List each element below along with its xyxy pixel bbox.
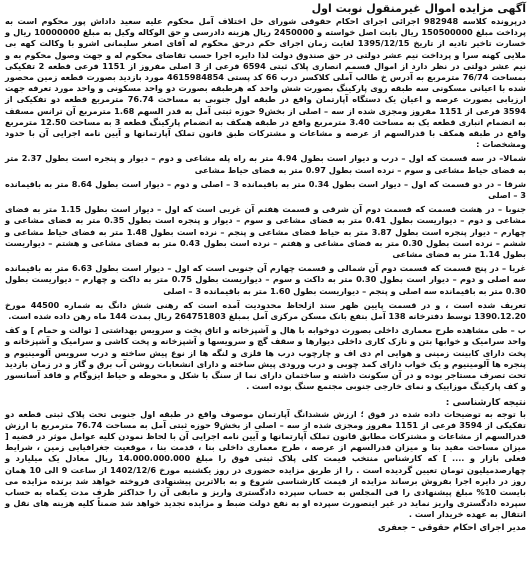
mortgage-paragraph: تعریف شده است ، و در قسمت پایین ظهر سند ازلحاظ محدودیت آمده است که رهنی شش دانگ به شماره 44500 مورخ 1390.12.20 توسط دفترخانه 138 آمل بنفع بانک مسکن مرکزی آمل بمبلغ 264751803 ریال بمدت 144 ماه رهن داده شده است.	[5, 299, 526, 322]
boundary-south: جنوبا – در هشت قسمت که قسمت دوم آن شرقی و قسمت هفتم آن غربی است که اول – دیوار است بطول 1.15 متر به فضای مشاعی و دوم – دیواریست بطول 0.41 متر به فضای مشاعی و سوم – دیوار و پنجره است بطول 0.35 متر به فضای مشاعی و چهارم – دیوار پنجره است بطول 3.87 متر به حیاط فضای مشاعی و پنجم – نرده است بطول 1.48 متر به فضای حیاط مشاعی و ششم – نرده است بطول 0.30 متر به فضای مشاعی و هفتم – نرده است بطول 0.43 متر به فضای مشاعی و هشتم – دیواریست بطول 1.14 متر به فضای مشاعی	[5, 204, 527, 260]
signature-line: مدیر اجرای احکام حقوقی – جعفری	[378, 522, 526, 533]
property-description: ب – طی مشاهده طرح معماری داخلی بصورت دوخوابه با هال و آشپزخانه و اتاق پخت و سرویس بهداشتی [ توالت و حمام ] و کف واحد سرامیک و خوابها بتن و نازک کاری داخلی دیوارها و سقف گچ و سرویسها و آشپزخانه و پخت کاشی و سرامیک و آشپزخانه و پخت دارای کابینت زمینی و هوایی ام دی اف و چارچوب درب ها فلزی و لنگه ها از نوع پیش ساخته و درب سرویس آلومینیوم و پنجره ها آلومینیوم و یک خواب دارای کمد چوبی و درب ورودی پیش ساخته و دارای انشعابات روشن آب برق و گاز و در زمان بازدید تحت تصرف مستاجر بوده و در آن سکونت داشته و ساختمان دارای نما از سنگ با شکل و محوطه و حیاط ایزوگام و فاقد آسانسور و کف پارکینگ موزاییک و نمای خارجی جنوبی مجتمع سنگ بوده است .	[5, 325, 526, 392]
expert-paragraph: با توجه به توضیحات داده شده در فوق ؛ ارزش ششدانگ آپارتمان موصوف واقع در طبقه اول جنوبی تحت پلاک ثبتی قطعه دو تفکیکی از 3594 فرعی از 1151 مفروز ومجزی شده از سه – اصلی از بخش9 حوزه ثبتی آمل به مساحت 76.74 مترمربع با ارزش قدرالسهم از مشاعات و مشترکات مطابق قانون تملک آپارتمانها و آیین نامه اجرایی آن با لحاظ نمودن کلیه عوامل موثر در قضیه [ میزان مساحت مفید بنا و میزان قدرالسهم از عرصه ، طرح معماری داخلی بنا ، قدمت بنا ، موقعیت جغرافیایی زمین ، شرایط فعلی بازار و .... ] که کارشناس منتخب قیمت کلی پلاک ثبتی فوق را مبلغ 14.000.000.000 ریال معادل یک میلیارد و چهارصدمیلیون تومان تعیین گردیده است . را از طریق مزایده حضوری در روز یکشنبه مورخ 1402/12/6 از ساعت 9 الی 10 همان روز در دایره اجرا بفروش برساند مزایده از قیمت کارشناسی شروع و به بالاترین پیشنهادی فروخته خواهد شد برنده مزایده می بایست 10% مبلغ پیشنهادی را فی المجلس به حساب سپرده دادگستری واریز و مابقی آن را حداکثر ظرف مدت یکماه به حساب سپرده دادگستری واریز نماید در غیر اینصورت سپرده او به نفع دولت ضبط و مزایده تجدید خواهد شد ضمناً کلیه هزینه های نقل و انتقال به عهده خریدار است .	[5, 408, 527, 520]
boundary-west: غربا – در پنج قسمت که قسمت دوم آن شمالی و قسمت چهارم آن جنوبی است که اول – دیوار است بطول 6.63 متر به باقیمانده سه اصلی و دوم – دیوار است بطول 0.30 متر به داکت و سوم – دیواریست بطول 0.75 متر به داکت و چهارم – دیواریست بطول 0.30 متر به باقیمانده سه اصلی و پنجم – دیواریست بطول 1.60 متر به باقیمانده 3 – اصلی	[5, 263, 526, 296]
boundary-east: شرقا – در دو قسمت که اول – دیوار است بطول 0.34 متر به باقیمانده 3 – اصلی و دوم – دیوار است بطول 8.64 متر به باقیمانده 3 – اصلی	[5, 178, 526, 201]
boundary-north: شمالا– در سه قسمت که اول – درب و دیوار است بطول 4.94 متر به راه پله مشاعی و دوم – دیوار و پنجره است بطول 2.37 متر به فضای حیاط مشاعی و سوم – نرده است بطول 0.97 متر به فضای حیاط مشاعی	[5, 153, 526, 175]
expert-heading: نتیجه کارشناسی :	[445, 397, 526, 408]
intro-paragraph: درپرونده کلاسه 982948 اجرائی اجرای احکام حقوقی شورای حل اختلاف آمل محکوم علیه سعید داداش پور محکوم است به پرداخت مبلغ 150500000 ریال بابت اصل خواسته و 2450000 ریال هزینه دادرسی و حق الوکاله وکیل به مبلغ 10000000 ریال و خسارت تاخیر تادیه از تاریخ 1395/12/15 لغایت زمان اجرای حکم درحق محکوم له آقای اصغر سلیمانی اشرو با وکالت کهه بی ملایی کهنه سرا و پرداخت نیم عشر دولتی در حق صندوق دولت لذا دایره اجرا حسب تقاضای محکوم له و جهت وصول محکوم به و نیم عشر دولتی در نظر دارد از اموال قسمم انصاری پلاک ثبتی 6594 فرعی از 3 اصلی مفروز از 1151 فرعی قطعه 2 تفکیکی بمساحت 76/74 مترمربع به آدرس خ طالب آملی کلاکسر درب 66 کد پستی 4615984854 مورد بازدید بصورت قطعه زمین محصور شده با اعیانی مسکونی سه طبقه روی پارکینگ بصورت شش واحد که هرطبقه بصورت دو واحد مسکونی و واحد مورد تعرفه جهت ارزیابی بصورت عرصه و اعیان یک دستگاه آپارتمان واقع در طبقه اول جنوبی به مساحت 76.74 مترمربع قطعه دو تفکیکی از 3594 فرعی از 1151 مفروز ومجزی شده از سه – اصلی از بخش9 حوزه ثبتی آمل به قدر السهم 1.68 مترمربع آن ترانس مسقف به انضمام انباری قطعه یک به مساحت 3.40 مترمربع واقع در طبقه همکف به انضمام پارکینگ قطعه 3 به مساحت 12.50 مترمربع واقع در طبقه همکف با قدرالسهم از عرصه و مشاعات و مشترکات طبق قانون تملک آپارتمانها و آیین نامه اجرایی آن با حدود ومشخصات :	[5, 16, 527, 150]
notice-title: آگهی مزایده اموال غیرمنقول نوبت اول	[311, 2, 526, 15]
